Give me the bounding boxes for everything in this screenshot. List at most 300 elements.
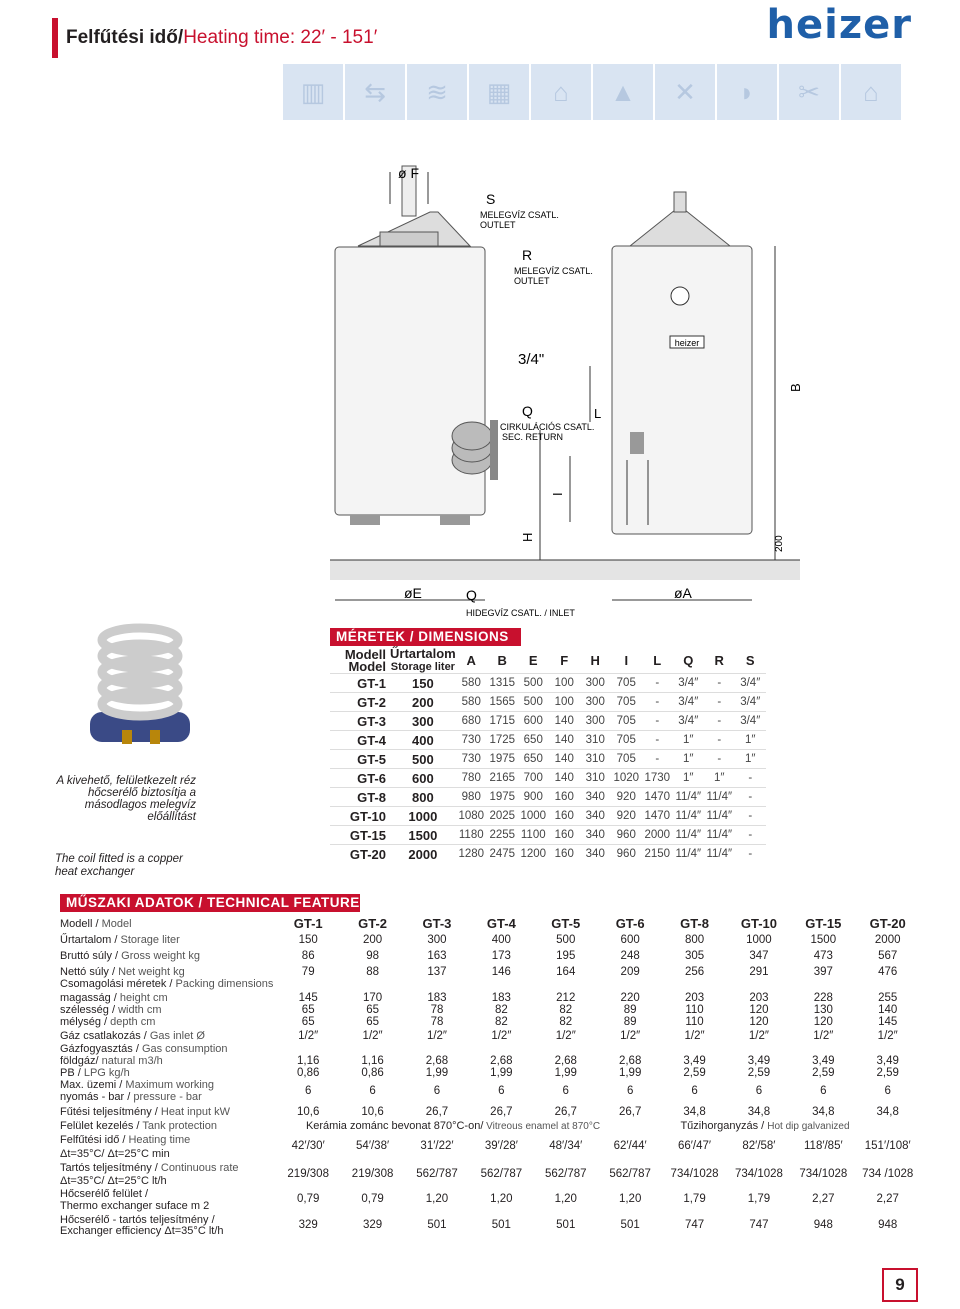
tech-value: 1/2″ <box>426 1030 447 1042</box>
tech-value: 2,59 <box>812 1067 835 1079</box>
row-value: 1470 <box>642 788 673 807</box>
tech-value: 1/2″ <box>555 1030 576 1042</box>
row-value: - <box>735 788 766 807</box>
row-value: 3/4″ <box>735 674 766 693</box>
label-i: I <box>550 492 565 496</box>
row-model: GT-4 <box>330 731 390 750</box>
livestock-icon: ◗ <box>717 64 777 120</box>
row-value: 140 <box>549 712 580 731</box>
tech-values <box>276 1106 920 1118</box>
tech-values <box>276 1219 920 1231</box>
tech-value: 219/308 <box>287 1168 329 1180</box>
label-s-sub1: MELEGVÍZ CSATL. <box>480 210 559 220</box>
tech-value: 163 <box>427 950 447 962</box>
row-value: - <box>735 845 766 864</box>
tech-value: 305 <box>684 950 705 962</box>
tech-value: 501 <box>427 1219 447 1231</box>
tech-value: 82 <box>559 1004 573 1016</box>
tech-value: 1,16 <box>297 1055 320 1067</box>
coil-caption-en: The coil fitted is a copper heat exchanger <box>55 853 183 878</box>
page-title <box>66 27 377 49</box>
row-value: 960 <box>611 845 642 864</box>
tech-value: 2,68 <box>554 1055 577 1067</box>
tech-values <box>276 1016 920 1028</box>
row-value: 705 <box>611 693 642 712</box>
coil-caption-hu: A kivehető, felületkezelt réz hőcserélő biztosítja a másodlagos melegvíz előállítást <box>56 775 196 823</box>
tech-value: 734 /1028 <box>862 1168 914 1180</box>
capacity-header <box>390 648 456 674</box>
tech-value: 2,27 <box>876 1193 899 1205</box>
tech-value: 248 <box>620 950 640 962</box>
shower-icon: ≋ <box>407 64 467 120</box>
row-value: - <box>642 750 673 769</box>
row-value: 2165 <box>487 769 518 788</box>
tech-value: 255 <box>878 992 898 1004</box>
label-en: Net weight kg <box>118 966 185 978</box>
label-200: 200 <box>774 535 785 552</box>
label-hu: Nettó súly / <box>60 966 119 978</box>
row-model: GT-3 <box>330 712 390 731</box>
tech-value: 54′/38′ <box>356 1140 390 1152</box>
tech-value: 1/2″ <box>362 1030 383 1042</box>
tech-value: 65 <box>301 1016 315 1028</box>
row-value: 705 <box>611 712 642 731</box>
model-header-en: Model <box>348 658 386 674</box>
tech-value: GT-5 <box>551 916 581 931</box>
col-a: A <box>466 652 476 668</box>
tech-values <box>276 1168 920 1180</box>
tech-value: 6 <box>820 1085 827 1097</box>
label-hu: Tartós teljesítmény / <box>60 1162 161 1174</box>
label-hu: Felfűtési idő / <box>60 1134 129 1146</box>
tech-label <box>60 1225 285 1237</box>
tech-value: 98 <box>366 950 379 962</box>
row-value: 3/4″ <box>673 674 704 693</box>
tech-value: 79 <box>301 966 315 978</box>
row-value: 980 <box>456 788 487 807</box>
row-value: 1″ <box>673 731 704 750</box>
tech-label <box>60 1043 285 1055</box>
row-value: - <box>704 674 735 693</box>
tech-value: 118′/85′ <box>804 1140 843 1152</box>
row-value: - <box>735 807 766 826</box>
house-icon: ⌂ <box>531 64 591 120</box>
tech-value: 10,6 <box>297 1106 320 1118</box>
tech-value: GT-4 <box>486 916 516 931</box>
tech-value: 203 <box>684 992 705 1004</box>
row-value: 2255 <box>487 826 518 845</box>
tech-value: 66′/47′ <box>677 1140 712 1152</box>
label-hu: szélesség / <box>60 1004 119 1016</box>
tech-label <box>60 1200 285 1212</box>
row-value: 100 <box>549 674 580 693</box>
col-h: H <box>590 652 600 668</box>
col-l: L <box>653 652 662 668</box>
row-value: 1715 <box>487 712 518 731</box>
row-model: GT-20 <box>330 845 390 864</box>
label-en: Gas inlet Ø <box>149 1030 205 1042</box>
tech-value: 562/787 <box>416 1168 458 1180</box>
tech-value: 195 <box>556 950 576 962</box>
row-value: 3/4″ <box>735 712 766 731</box>
col-f: F <box>560 652 569 668</box>
tech-value: GT-2 <box>358 916 388 931</box>
capacity-header-en: Storage liter <box>390 661 455 673</box>
row-value: 1″ <box>673 750 704 769</box>
tech-label <box>60 950 285 962</box>
brand-logo: heizer <box>766 2 912 48</box>
tech-value: 78 <box>430 1004 444 1016</box>
tech-value: 145 <box>878 1016 898 1028</box>
row-value: - <box>735 826 766 845</box>
row-value: 11/4″ <box>704 845 735 864</box>
label-q: Q <box>522 403 533 419</box>
tech-value: 6 <box>433 1085 441 1097</box>
tech-value: 48′/34′ <box>549 1140 583 1152</box>
col-i: I <box>624 652 629 668</box>
tech-value: 6 <box>369 1085 376 1097</box>
dimensions-row <box>330 788 766 807</box>
row-value: 11/4″ <box>673 826 704 845</box>
tech-value: 6 <box>755 1085 763 1097</box>
row-value: 340 <box>580 788 611 807</box>
tech-label <box>60 992 285 1004</box>
label-l: L <box>594 406 602 421</box>
tech-value: 2,68 <box>425 1055 449 1067</box>
tech-value: 562/787 <box>609 1168 651 1180</box>
tech-value: 150 <box>298 934 318 946</box>
tech-label <box>60 1162 285 1174</box>
tech-value: GT-20 <box>869 916 906 931</box>
tech-value: 10,6 <box>361 1106 384 1118</box>
row-value: 1730 <box>642 769 673 788</box>
row-value: 580 <box>456 693 487 712</box>
tank-enamel-hu: Kerámia zománc bevonat 870°C-on/ <box>305 1120 484 1132</box>
tech-value: GT-3 <box>422 916 452 931</box>
row-value: 1725 <box>487 731 518 750</box>
tech-value: 6 <box>562 1085 569 1097</box>
tech-value: 1,99 <box>425 1067 449 1079</box>
row-value: 300 <box>580 693 611 712</box>
row-capacity: 800 <box>390 788 456 807</box>
tech-label <box>60 978 285 990</box>
tech-value: 151′/108′ <box>864 1140 911 1152</box>
tech-value: 120 <box>813 1016 833 1028</box>
row-capacity: 200 <box>390 693 456 712</box>
tech-value: 0,86 <box>361 1067 384 1079</box>
tech-value: 219/308 <box>351 1168 394 1180</box>
row-value: 160 <box>549 826 580 845</box>
tech-value: 291 <box>749 966 769 978</box>
tech-value: 26,7 <box>490 1106 513 1118</box>
tech-value: 1000 <box>746 934 772 946</box>
tech-value: 34,8 <box>876 1106 899 1118</box>
label-hu: Max. üzemi / <box>60 1079 126 1091</box>
label-q-inlet-sub: HIDEGVÍZ CSATL. / INLET <box>466 608 575 618</box>
row-value: - <box>735 769 766 788</box>
row-value: 100 <box>549 693 580 712</box>
tank-galvanized-en: Hot dip galvanized <box>767 1121 850 1132</box>
tech-value: 2,59 <box>747 1067 771 1079</box>
tech-value: 183 <box>427 992 447 1004</box>
row-value: 1315 <box>487 674 518 693</box>
row-capacity: 1000 <box>390 807 456 826</box>
tech-value: 567 <box>878 950 898 962</box>
capacity-header-hu: Űrtartalom <box>390 646 456 661</box>
label-r: R <box>522 247 533 263</box>
row-value: 705 <box>611 750 642 769</box>
tech-value: 1,99 <box>554 1067 577 1079</box>
tech-value: 1,20 <box>490 1193 513 1205</box>
label-s: S <box>486 191 496 207</box>
tech-value: 31′/22′ <box>420 1140 454 1152</box>
tech-value: 65 <box>366 1016 379 1028</box>
label-hu: földgáz/ <box>60 1055 102 1067</box>
tech-values <box>276 918 920 930</box>
tech-label <box>60 1091 285 1103</box>
row-value: 310 <box>580 750 611 769</box>
label-hu: mélység / <box>60 1016 111 1028</box>
tech-values <box>276 1193 920 1205</box>
tech-value: GT-6 <box>615 916 645 931</box>
col-r: R <box>714 652 724 668</box>
tech-value: 3,49 <box>876 1055 899 1067</box>
label-hu: Csomagolási méretek / <box>60 978 176 990</box>
row-value: 1080 <box>456 807 487 826</box>
model-header <box>330 648 390 674</box>
row-model: GT-2 <box>330 693 390 712</box>
tech-label <box>60 1148 285 1160</box>
row-value: 1″ <box>673 769 704 788</box>
tech-value: 734/1028 <box>734 1168 783 1180</box>
label-a: øA <box>674 585 692 601</box>
title-en: Heating time: 22′ - 151′ <box>183 27 378 48</box>
label-en: pressure - bar <box>133 1091 202 1103</box>
tech-value: 6 <box>498 1085 505 1097</box>
col-e: E <box>528 652 538 668</box>
tech-value: 1/2″ <box>491 1030 512 1042</box>
label-hu: Bruttó súly / <box>60 950 122 962</box>
tech-value: 1/2″ <box>620 1030 641 1042</box>
row-capacity: 2000 <box>390 845 456 864</box>
tech-value: GT-8 <box>680 916 709 931</box>
row-value: 1100 <box>518 826 549 845</box>
dimensions-row <box>330 693 766 712</box>
tech-value: 948 <box>813 1219 833 1231</box>
tech-label <box>60 1079 285 1091</box>
row-value: 1565 <box>487 693 518 712</box>
label-b: B <box>788 383 803 392</box>
tech-value: 473 <box>813 950 833 962</box>
tech-value: 120 <box>749 1004 769 1016</box>
tank-brand-label: heizer <box>674 338 700 348</box>
row-value: 580 <box>456 674 487 693</box>
tech-value: 82 <box>559 1016 573 1028</box>
row-model: GT-15 <box>330 826 390 845</box>
row-model: GT-1 <box>330 674 390 693</box>
dimensions-heading: MÉRETEK / DIMENSIONS <box>330 628 521 646</box>
row-value: 2025 <box>487 807 518 826</box>
tech-value: 734/1028 <box>670 1168 719 1180</box>
tech-label <box>60 1030 285 1042</box>
tech-value: 747 <box>749 1219 769 1231</box>
row-value: - <box>642 674 673 693</box>
row-value: 3/4″ <box>673 693 704 712</box>
dimensions-row <box>330 826 766 845</box>
row-value: 1020 <box>611 769 642 788</box>
col-b: B <box>497 652 507 668</box>
row-value: 160 <box>549 788 580 807</box>
radiator-icon: ▥ <box>283 64 343 120</box>
row-value: 705 <box>611 731 642 750</box>
label-hu: Űrtartalom / <box>60 934 121 946</box>
label-text: Δt=35°C/ Δt=25°C min <box>60 1148 170 1160</box>
tech-value: 65 <box>301 1004 315 1016</box>
row-value: - <box>704 750 735 769</box>
dimensions-row <box>330 845 766 864</box>
label-en: Gas consumption <box>141 1043 228 1055</box>
tech-value: 1,79 <box>683 1193 706 1205</box>
row-value: 140 <box>549 750 580 769</box>
tech-value: 130 <box>813 1004 833 1016</box>
row-capacity: 400 <box>390 731 456 750</box>
tech-values <box>276 966 920 978</box>
row-value: 2000 <box>642 826 673 845</box>
tech-value: 164 <box>556 966 576 978</box>
row-value: 1180 <box>456 826 487 845</box>
dimensions-row <box>330 712 766 731</box>
row-model: GT-6 <box>330 769 390 788</box>
row-value: 920 <box>611 807 642 826</box>
row-value: 1975 <box>487 788 518 807</box>
row-value: 11/4″ <box>673 807 704 826</box>
dimensions-row <box>330 750 766 769</box>
tech-value: 39′/28′ <box>484 1140 518 1152</box>
label-en: Storage liter <box>120 934 180 946</box>
tech-value: 228 <box>813 992 833 1004</box>
row-value: 780 <box>456 769 487 788</box>
row-model: GT-5 <box>330 750 390 769</box>
tech-value: 256 <box>684 966 705 978</box>
tank-galvanized <box>670 1120 860 1133</box>
row-value: 160 <box>549 807 580 826</box>
tech-value: 1,20 <box>425 1193 449 1205</box>
label-hu: magasság / <box>60 992 120 1004</box>
row-capacity: 600 <box>390 769 456 788</box>
label-en: Gross weight kg <box>121 950 201 962</box>
label-en: Heat input kW <box>160 1106 230 1118</box>
tech-value: 88 <box>366 966 379 978</box>
row-value: 680 <box>456 712 487 731</box>
col-s: S <box>745 652 755 668</box>
tech-values <box>276 1055 920 1067</box>
row-value: 300 <box>580 712 611 731</box>
tech-value: 347 <box>749 950 769 962</box>
row-value: 920 <box>611 788 642 807</box>
row-value: 3/4″ <box>673 712 704 731</box>
tech-label <box>60 1188 285 1200</box>
tech-value: 6 <box>691 1085 698 1097</box>
row-capacity: 1500 <box>390 826 456 845</box>
row-value: - <box>704 712 735 731</box>
tech-value: 1500 <box>810 934 837 946</box>
tech-label <box>60 918 285 930</box>
row-value: - <box>642 693 673 712</box>
tech-values <box>276 992 920 1004</box>
tech-value: 137 <box>427 966 447 978</box>
label-r-sub1: MELEGVÍZ CSATL. <box>514 266 593 276</box>
tech-values <box>276 1030 920 1042</box>
label-en: width cm <box>118 1004 162 1016</box>
row-value: - <box>642 731 673 750</box>
row-value: 310 <box>580 769 611 788</box>
label-hu: Felület kezelés / <box>60 1120 143 1132</box>
tent-icon: ▲ <box>593 64 653 120</box>
tech-value: 3,49 <box>747 1055 771 1067</box>
row-value: 2150 <box>642 845 673 864</box>
tech-value: 26,7 <box>425 1106 449 1118</box>
tech-value: 2,59 <box>876 1067 899 1079</box>
row-capacity: 300 <box>390 712 456 731</box>
row-value: 650 <box>518 731 549 750</box>
label-hu: nyomás - bar / <box>60 1091 134 1103</box>
label-f: ø F <box>398 165 419 181</box>
row-value: 1975 <box>487 750 518 769</box>
label-en: depth cm <box>110 1016 156 1028</box>
tech-value: 2,68 <box>490 1055 513 1067</box>
row-value: 730 <box>456 731 487 750</box>
tech-values <box>276 950 920 962</box>
row-value: 11/4″ <box>673 788 704 807</box>
row-value: 11/4″ <box>704 788 735 807</box>
dimensions-row <box>330 769 766 788</box>
label-hu: Gázfogyasztás / <box>60 1043 142 1055</box>
tech-value: 220 <box>620 992 640 1004</box>
row-value: 310 <box>580 731 611 750</box>
tech-value: 26,7 <box>554 1106 577 1118</box>
tech-value: 110 <box>685 1004 704 1016</box>
tech-value: 562/787 <box>480 1168 523 1180</box>
row-value: 300 <box>580 674 611 693</box>
tech-value: 82 <box>494 1016 508 1028</box>
tech-value: 173 <box>491 950 511 962</box>
row-value: 1470 <box>642 807 673 826</box>
tech-value: 948 <box>878 1219 898 1231</box>
label-q-inlet: Q <box>466 587 477 603</box>
tank-galvanized-hu: Tűzihorganyzás / <box>680 1120 768 1132</box>
tech-label <box>60 1067 285 1079</box>
tech-value: 65 <box>366 1004 379 1016</box>
label-text: Hőcserélő - tartós teljesítmény / <box>60 1214 215 1226</box>
tech-value: 476 <box>878 966 898 978</box>
label-q-sub1: CIRKULÁCIÓS CSATL. <box>500 422 595 432</box>
tech-value: GT-1 <box>293 916 323 931</box>
label-en: Continuous rate <box>160 1162 239 1174</box>
row-value: 960 <box>611 826 642 845</box>
tech-value: 501 <box>556 1219 576 1231</box>
label-text: Δt=35°C/ Δt=25°C lt/h <box>60 1175 167 1187</box>
tech-value: 62′/44′ <box>613 1140 647 1152</box>
tech-label <box>60 1055 285 1067</box>
boiler-drawing <box>330 160 803 630</box>
tech-label <box>60 966 285 978</box>
label-text: Thermo exchanger suface m 2 <box>60 1200 210 1212</box>
tech-value: 600 <box>620 934 640 946</box>
dimensions-header-row <box>330 648 766 674</box>
row-value: 1″ <box>735 750 766 769</box>
tech-value: 1,16 <box>361 1055 384 1067</box>
tech-value: 203 <box>749 992 769 1004</box>
